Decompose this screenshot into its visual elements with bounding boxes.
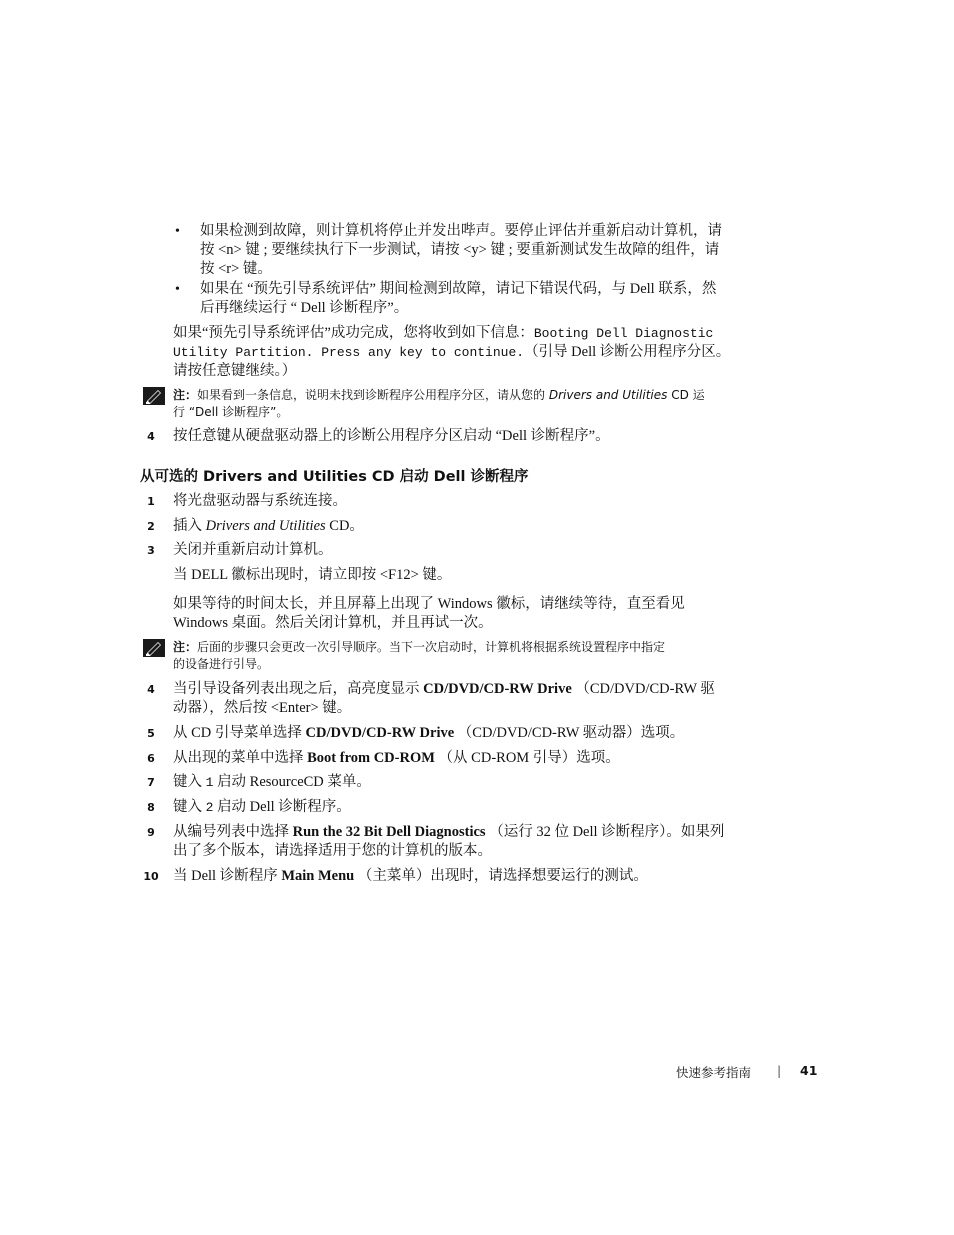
- bullet-dot: •: [175, 282, 180, 297]
- step-subtext: 当 DELL 徽标出现时，请立即按 <F12> 键。: [173, 567, 452, 583]
- pencil-note-icon: [143, 639, 165, 657]
- step-text: 从 CD 引导菜单选择 CD/DVD/CD-RW Drive （CD/DVD/CD-RW 驱动器）选项。: [173, 725, 685, 741]
- page-number: 41: [800, 1063, 818, 1078]
- footer-separator: |: [777, 1063, 782, 1078]
- step-text: 键入 2 启动 Dell 诊断程序。: [173, 799, 351, 815]
- step-text: 将光盘驱动器与系统连接。: [173, 493, 347, 509]
- step-number: 7: [147, 776, 155, 789]
- note-2: 注：后面的步骤只会更改一次引导顺序。当下一次启动时，计算机将根据系统设置程序中指定 的设备进行引导。: [173, 640, 666, 671]
- pencil-note-icon: [143, 387, 165, 405]
- step-number: 10: [143, 870, 159, 883]
- step-number: 5: [147, 727, 155, 740]
- step-text: 插入 Drivers and Utilities CD。: [173, 518, 364, 534]
- step-text: 键入 1 启动 ResourceCD 菜单。: [173, 774, 371, 790]
- step-subtext: 如果等待的时间太长，并且屏幕上出现了 Windows 徽标，请继续等待，直至看见 Windows 桌面。然后关闭计算机，并且再试一次。: [173, 596, 685, 631]
- step-number: 2: [147, 520, 155, 533]
- section-heading: 从可选的 Drivers and Utilities CD 启动 Dell 诊断程序: [140, 469, 529, 485]
- step-number: 8: [147, 801, 155, 814]
- step-text: 从出现的菜单中选择 Boot from CD-ROM （从 CD-ROM 引导）选项。: [173, 750, 620, 766]
- step-text: 关闭并重新启动计算机。: [173, 542, 333, 558]
- bullet-1: 如果检测到故障，则计算机将停止并发出哔声。要停止评估并重新启动计算机，请 按 <n> 键 ; 要继续执行下一步测试，请按 <y> 键 ; 要重新测试发生故障的组件，请 按 <r> 键。: [200, 223, 722, 277]
- success-paragraph: 如果“预先引导系统评估”成功完成，您将收到如下信息：Booting Dell Diagnostic Utility Partition. Press any key to continue.（引导 Dell 诊断公用程序分区。 请按任意键继续。）: [173, 325, 731, 379]
- bullet-2: 如果在 “预先引导系统评估” 期间检测到故障，请记下错误代码，与 Dell 联系，然 后再继续运行 “ Dell 诊断程序”。: [200, 281, 717, 316]
- step-text: 当引导设备列表出现之后，高亮度显示 CD/DVD/CD-RW Drive （CD/DVD/CD-RW 驱 动器），然后按 <Enter> 键。: [173, 681, 715, 716]
- step-number: 9: [147, 826, 155, 839]
- step-number: 1: [147, 495, 155, 508]
- step-text: 从编号列表中选择 Run the 32 Bit Dell Diagnostics （运行 32 位 Dell 诊断程序）。如果列 出了多个版本，请选择适用于您的计算机的版本。: [173, 824, 725, 859]
- step-text: 当 Dell 诊断程序 Main Menu （主菜单）出现时，请选择想要运行的测试。: [173, 868, 648, 884]
- bullet-dot: •: [175, 224, 180, 239]
- footer-title: 快速参考指南: [676, 1065, 752, 1080]
- step-number: 4: [147, 430, 155, 443]
- note-1: 注：如果看到一条信息，说明未找到诊断程序公用程序分区，请从您的 Drivers and Utilities CD 运 行 “Dell 诊断程序”。: [173, 388, 705, 419]
- step-number: 6: [147, 752, 155, 765]
- step-text: 按任意键从硬盘驱动器上的诊断公用程序分区启动 “Dell 诊断程序”。: [173, 428, 610, 444]
- step-number: 4: [147, 683, 155, 696]
- step-number: 3: [147, 544, 155, 557]
